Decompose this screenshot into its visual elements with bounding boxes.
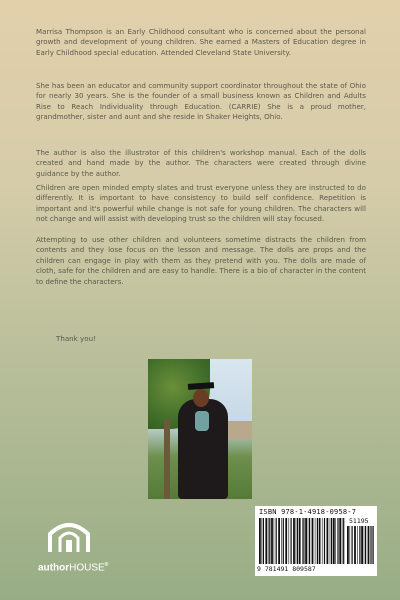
about-paragraph-children: Children are open minded empty slates and trust everyone unless they are instructed to do differently. It is important to have consistency to build self confidence. Repetition is important and it's powerful while change is not safe for young children. The characters will not change and will assist with developing trust so the children will stay focused. — [36, 183, 366, 224]
barcode-panel — [255, 506, 377, 576]
isbn-text: ISBN 978-1-4918-0958-7 — [259, 508, 357, 516]
about-paragraph-illustrator: The author is also the illustrator of this children's workshop manual. Each of the dolls created and hand made by the author. The characters were created through divine guidance by the author. — [36, 148, 366, 178]
publisher-logo — [38, 520, 108, 580]
addon-barcode — [347, 526, 374, 564]
tree-trunk — [164, 419, 170, 499]
author-photo — [148, 359, 252, 499]
ean-digits: 9 781491 809587 — [257, 565, 316, 573]
closing-text: Thank you! — [56, 334, 96, 343]
book-arch-icon — [46, 520, 92, 554]
ean-barcode — [259, 518, 345, 564]
graduation-stole — [195, 411, 209, 431]
publisher-name: authorHOUSE® — [38, 562, 109, 574]
author-bio-paragraph-2: She has been an educator and community support coordinator throughout the state of Ohio for nearly 30 years. She is the founder of a small business known as Children and Adults Rise to Reach Individuality through Education. (CARRIE) She is a proud mother, grandmother, sister and aunt and she reside in Shaker Heights, Ohio. — [36, 81, 366, 122]
graduation-cap — [188, 382, 214, 390]
author-bio-paragraph-1: Marrisa Thompson is an Early Childhood consultant who is concerned about the personal growth and development of young children. She earned a Masters of Education degree in Early Childhood special education. Attended Cleveland State University. — [36, 27, 366, 57]
price-addon-text: 51195 — [349, 517, 369, 525]
author-face — [193, 389, 209, 407]
about-paragraph-dolls: Attempting to use other children and volunteers sometime distracts the children from contents and they lose focus on the lesson and message. The dolls are props and the children can engage in play with them as they pretend with you. The dolls are made of cloth, safe for the children and are easy to handle. There is a bio of character in the content to define the characters. — [36, 235, 366, 286]
